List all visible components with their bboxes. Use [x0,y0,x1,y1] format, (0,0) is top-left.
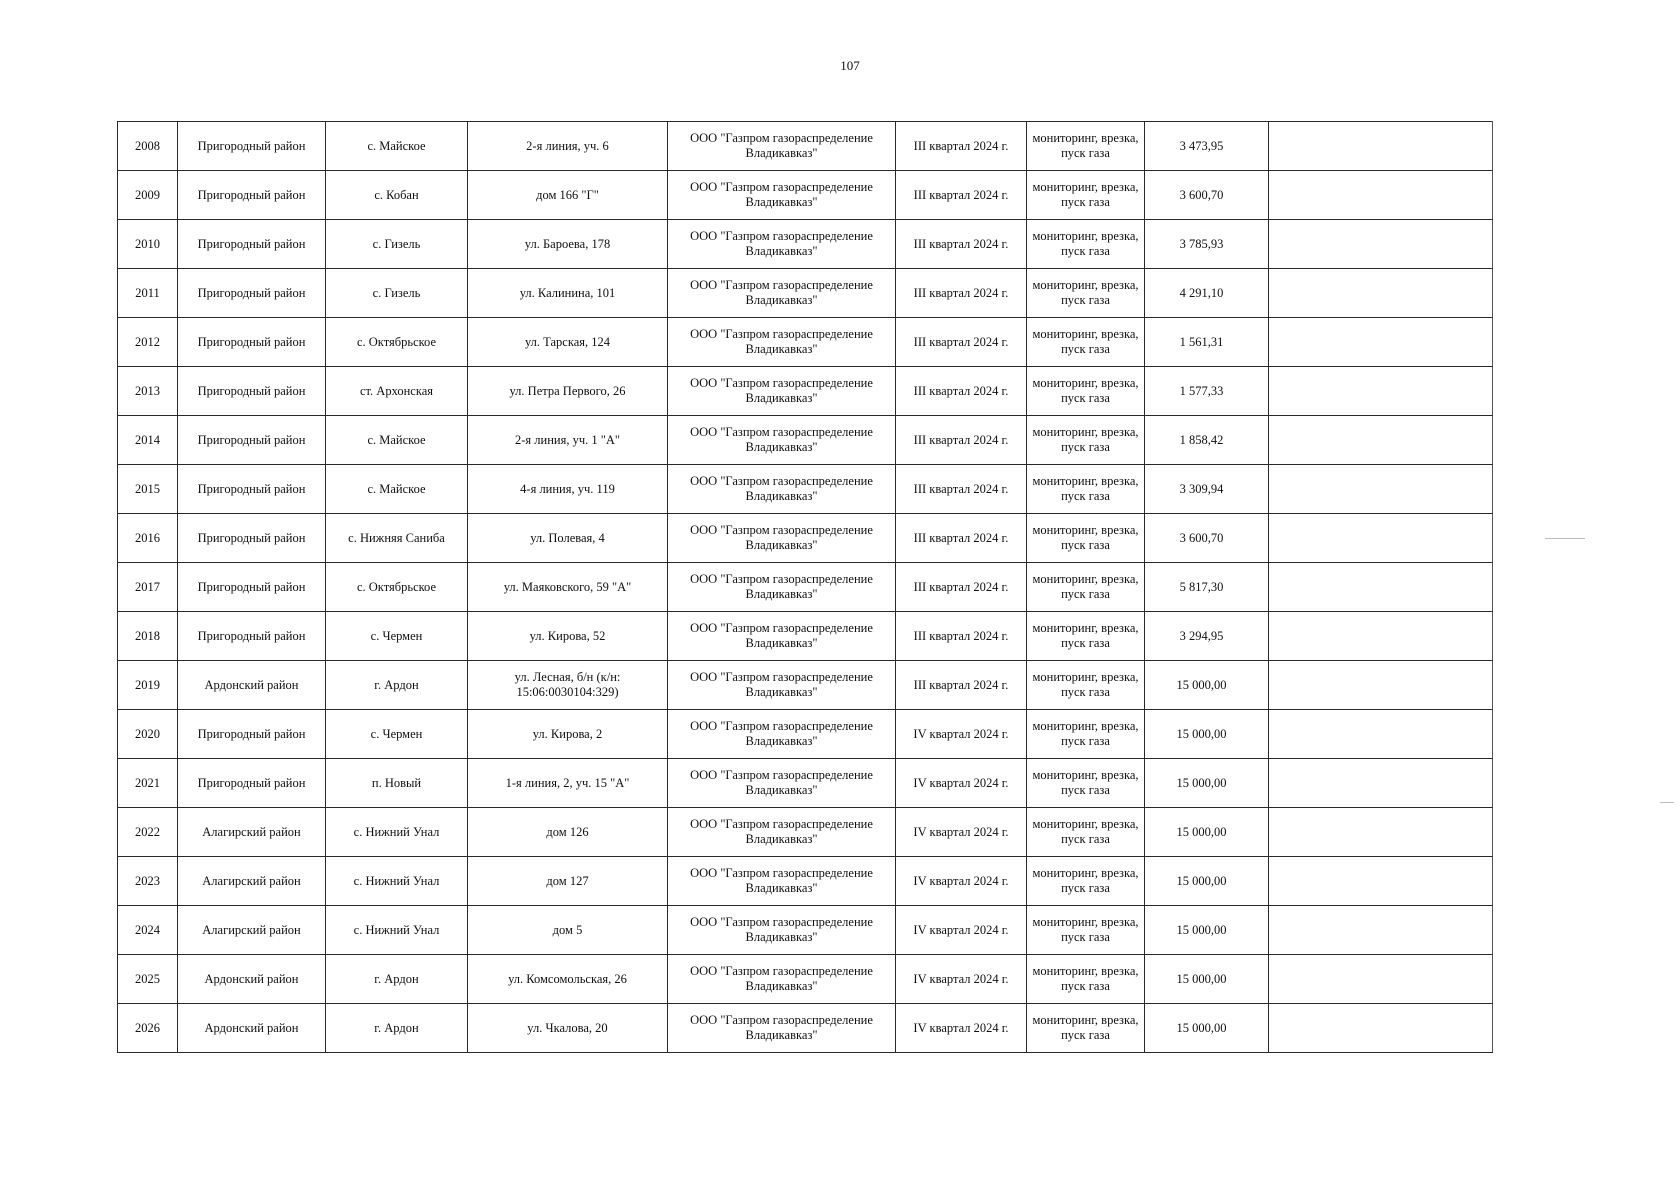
empty-cell [1269,465,1493,514]
period-cell: III квартал 2024 г. [896,318,1027,367]
empty-cell [1269,367,1493,416]
table-body [118,122,1493,1053]
district-cell: Пригородный район [178,514,326,563]
operator-cell: ООО "Газпром газораспределение Владикавказ" [668,906,896,955]
district-cell: Пригородный район [178,220,326,269]
period-cell: III квартал 2024 г. [896,367,1027,416]
cost-cell: 1 561,31 [1145,318,1269,367]
locality-cell: с. Нижний Унал [326,906,468,955]
row-number: 2018 [118,612,178,661]
address-cell: ул. Чкалова, 20 [468,1004,668,1053]
operator-cell: ООО "Газпром газораспределение Владикавказ" [668,1004,896,1053]
period-cell: III квартал 2024 г. [896,612,1027,661]
empty-cell [1269,1004,1493,1053]
cost-cell: 1 577,33 [1145,367,1269,416]
address-cell: 4-я линия, уч. 119 [468,465,668,514]
address-cell: 2-я линия, уч. 6 [468,122,668,171]
works-cell: мониторинг, врезка, пуск газа [1027,612,1145,661]
locality-cell: с. Нижний Унал [326,857,468,906]
period-cell: IV квартал 2024 г. [896,955,1027,1004]
table-row [118,612,1493,661]
locality-cell: с. Октябрьское [326,563,468,612]
period-cell: III квартал 2024 г. [896,465,1027,514]
locality-cell: с. Гизель [326,220,468,269]
row-number: 2010 [118,220,178,269]
works-cell: мониторинг, врезка, пуск газа [1027,661,1145,710]
address-cell: ул. Кирова, 52 [468,612,668,661]
address-cell: ул. Лесная, б/н (к/н: 15:06:0030104:329) [468,661,668,710]
row-number: 2012 [118,318,178,367]
empty-cell [1269,220,1493,269]
address-cell: 1-я линия, 2, уч. 15 "А" [468,759,668,808]
empty-cell [1269,416,1493,465]
cost-cell: 15 000,00 [1145,955,1269,1004]
district-cell: Пригородный район [178,416,326,465]
works-cell: мониторинг, врезка, пуск газа [1027,171,1145,220]
operator-cell: ООО "Газпром газораспределение Владикавказ" [668,612,896,661]
works-cell: мониторинг, врезка, пуск газа [1027,563,1145,612]
period-cell: III квартал 2024 г. [896,122,1027,171]
table-row [118,367,1493,416]
locality-cell: с. Нижняя Саниба [326,514,468,563]
cost-cell: 15 000,00 [1145,808,1269,857]
cost-cell: 3 294,95 [1145,612,1269,661]
scan-mark [1545,538,1585,539]
locality-cell: с. Чермен [326,710,468,759]
district-cell: Ардонский район [178,955,326,1004]
address-cell: ул. Кирова, 2 [468,710,668,759]
period-cell: III квартал 2024 г. [896,661,1027,710]
locality-cell: с. Нижний Унал [326,808,468,857]
row-number: 2016 [118,514,178,563]
operator-cell: ООО "Газпром газораспределение Владикавказ" [668,514,896,563]
district-cell: Ардонский район [178,1004,326,1053]
empty-cell [1269,563,1493,612]
cost-cell: 15 000,00 [1145,759,1269,808]
works-cell: мониторинг, врезка, пуск газа [1027,269,1145,318]
table-row [118,465,1493,514]
operator-cell: ООО "Газпром газораспределение Владикавказ" [668,122,896,171]
table-row [118,416,1493,465]
empty-cell [1269,857,1493,906]
operator-cell: ООО "Газпром газораспределение Владикавказ" [668,857,896,906]
works-cell: мониторинг, врезка, пуск газа [1027,955,1145,1004]
cost-cell: 4 291,10 [1145,269,1269,318]
operator-cell: ООО "Газпром газораспределение Владикавказ" [668,269,896,318]
period-cell: IV квартал 2024 г. [896,906,1027,955]
operator-cell: ООО "Газпром газораспределение Владикавказ" [668,465,896,514]
empty-cell [1269,808,1493,857]
period-cell: III квартал 2024 г. [896,416,1027,465]
empty-cell [1269,955,1493,1004]
district-cell: Пригородный район [178,612,326,661]
district-cell: Алагирский район [178,808,326,857]
period-cell: IV квартал 2024 г. [896,1004,1027,1053]
address-cell: дом 166 "Г" [468,171,668,220]
address-cell: дом 127 [468,857,668,906]
works-cell: мониторинг, врезка, пуск газа [1027,367,1145,416]
works-cell: мониторинг, врезка, пуск газа [1027,514,1145,563]
address-cell: дом 126 [468,808,668,857]
district-cell: Ардонский район [178,661,326,710]
district-cell: Алагирский район [178,857,326,906]
locality-cell: с. Октябрьское [326,318,468,367]
operator-cell: ООО "Газпром газораспределение Владикавказ" [668,661,896,710]
table-row [118,906,1493,955]
period-cell: III квартал 2024 г. [896,269,1027,318]
works-cell: мониторинг, врезка, пуск газа [1027,710,1145,759]
locality-cell: с. Чермен [326,612,468,661]
table-row [118,710,1493,759]
district-cell: Пригородный район [178,367,326,416]
works-cell: мониторинг, врезка, пуск газа [1027,857,1145,906]
table-row [118,220,1493,269]
cost-cell: 3 309,94 [1145,465,1269,514]
operator-cell: ООО "Газпром газораспределение Владикавказ" [668,367,896,416]
cost-cell: 15 000,00 [1145,857,1269,906]
works-cell: мониторинг, врезка, пуск газа [1027,1004,1145,1053]
table-row [118,318,1493,367]
row-number: 2015 [118,465,178,514]
period-cell: IV квартал 2024 г. [896,808,1027,857]
district-cell: Пригородный район [178,465,326,514]
table-row [118,955,1493,1004]
scan-mark [1660,802,1674,803]
works-cell: мониторинг, врезка, пуск газа [1027,808,1145,857]
locality-cell: с. Майское [326,465,468,514]
row-number: 2014 [118,416,178,465]
district-cell: Пригородный район [178,759,326,808]
table-row [118,759,1493,808]
row-number: 2023 [118,857,178,906]
period-cell: III квартал 2024 г. [896,220,1027,269]
cost-cell: 15 000,00 [1145,1004,1269,1053]
works-cell: мониторинг, врезка, пуск газа [1027,122,1145,171]
row-number: 2021 [118,759,178,808]
cost-cell: 3 785,93 [1145,220,1269,269]
district-cell: Пригородный район [178,710,326,759]
district-cell: Пригородный район [178,171,326,220]
empty-cell [1269,759,1493,808]
operator-cell: ООО "Газпром газораспределение Владикавказ" [668,759,896,808]
locality-cell: с. Майское [326,122,468,171]
empty-cell [1269,710,1493,759]
row-number: 2024 [118,906,178,955]
row-number: 2008 [118,122,178,171]
empty-cell [1269,514,1493,563]
cost-cell: 1 858,42 [1145,416,1269,465]
address-cell: ул. Тарская, 124 [468,318,668,367]
gasification-table [117,121,1493,1053]
period-cell: IV квартал 2024 г. [896,759,1027,808]
row-number: 2017 [118,563,178,612]
works-cell: мониторинг, врезка, пуск газа [1027,465,1145,514]
address-cell: ул. Маяковского, 59 "А" [468,563,668,612]
empty-cell [1269,122,1493,171]
address-cell: ул. Калинина, 101 [468,269,668,318]
works-cell: мониторинг, врезка, пуск газа [1027,220,1145,269]
operator-cell: ООО "Газпром газораспределение Владикавказ" [668,318,896,367]
table-row [118,857,1493,906]
address-cell: ул. Полевая, 4 [468,514,668,563]
district-cell: Пригородный район [178,318,326,367]
operator-cell: ООО "Газпром газораспределение Владикавказ" [668,171,896,220]
cost-cell: 3 600,70 [1145,171,1269,220]
row-number: 2019 [118,661,178,710]
empty-cell [1269,269,1493,318]
cost-cell: 15 000,00 [1145,710,1269,759]
table-row [118,563,1493,612]
works-cell: мониторинг, врезка, пуск газа [1027,906,1145,955]
district-cell: Алагирский район [178,906,326,955]
operator-cell: ООО "Газпром газораспределение Владикавказ" [668,955,896,1004]
empty-cell [1269,906,1493,955]
operator-cell: ООО "Газпром газораспределение Владикавказ" [668,220,896,269]
cost-cell: 5 817,30 [1145,563,1269,612]
empty-cell [1269,318,1493,367]
period-cell: III квартал 2024 г. [896,171,1027,220]
locality-cell: с. Майское [326,416,468,465]
page-number: 107 [840,58,860,73]
period-cell: III квартал 2024 г. [896,563,1027,612]
address-cell: ул. Петра Первого, 26 [468,367,668,416]
works-cell: мониторинг, врезка, пуск газа [1027,416,1145,465]
locality-cell: г. Ардон [326,661,468,710]
empty-cell [1269,171,1493,220]
table-row [118,808,1493,857]
cost-cell: 15 000,00 [1145,906,1269,955]
row-number: 2011 [118,269,178,318]
operator-cell: ООО "Газпром газораспределение Владикавказ" [668,710,896,759]
row-number: 2025 [118,955,178,1004]
row-number: 2009 [118,171,178,220]
works-cell: мониторинг, врезка, пуск газа [1027,759,1145,808]
address-cell: 2-я линия, уч. 1 "А" [468,416,668,465]
empty-cell [1269,612,1493,661]
district-cell: Пригородный район [178,269,326,318]
district-cell: Пригородный район [178,122,326,171]
table-row [118,514,1493,563]
locality-cell: п. Новый [326,759,468,808]
operator-cell: ООО "Газпром газораспределение Владикавказ" [668,808,896,857]
district-cell: Пригородный район [178,563,326,612]
cost-cell: 15 000,00 [1145,661,1269,710]
table-row [118,661,1493,710]
cost-cell: 3 473,95 [1145,122,1269,171]
locality-cell: ст. Архонская [326,367,468,416]
works-cell: мониторинг, врезка, пуск газа [1027,318,1145,367]
table-row [118,122,1493,171]
operator-cell: ООО "Газпром газораспределение Владикавказ" [668,416,896,465]
locality-cell: г. Ардон [326,955,468,1004]
row-number: 2022 [118,808,178,857]
address-cell: ул. Комсомольская, 26 [468,955,668,1004]
period-cell: IV квартал 2024 г. [896,710,1027,759]
period-cell: IV квартал 2024 г. [896,857,1027,906]
locality-cell: с. Гизель [326,269,468,318]
address-cell: дом 5 [468,906,668,955]
row-number: 2013 [118,367,178,416]
row-number: 2026 [118,1004,178,1053]
table-row [118,1004,1493,1053]
empty-cell [1269,661,1493,710]
table-row [118,269,1493,318]
locality-cell: г. Ардон [326,1004,468,1053]
period-cell: III квартал 2024 г. [896,514,1027,563]
operator-cell: ООО "Газпром газораспределение Владикавказ" [668,563,896,612]
locality-cell: с. Кобан [326,171,468,220]
table-row [118,171,1493,220]
address-cell: ул. Бароева, 178 [468,220,668,269]
cost-cell: 3 600,70 [1145,514,1269,563]
row-number: 2020 [118,710,178,759]
